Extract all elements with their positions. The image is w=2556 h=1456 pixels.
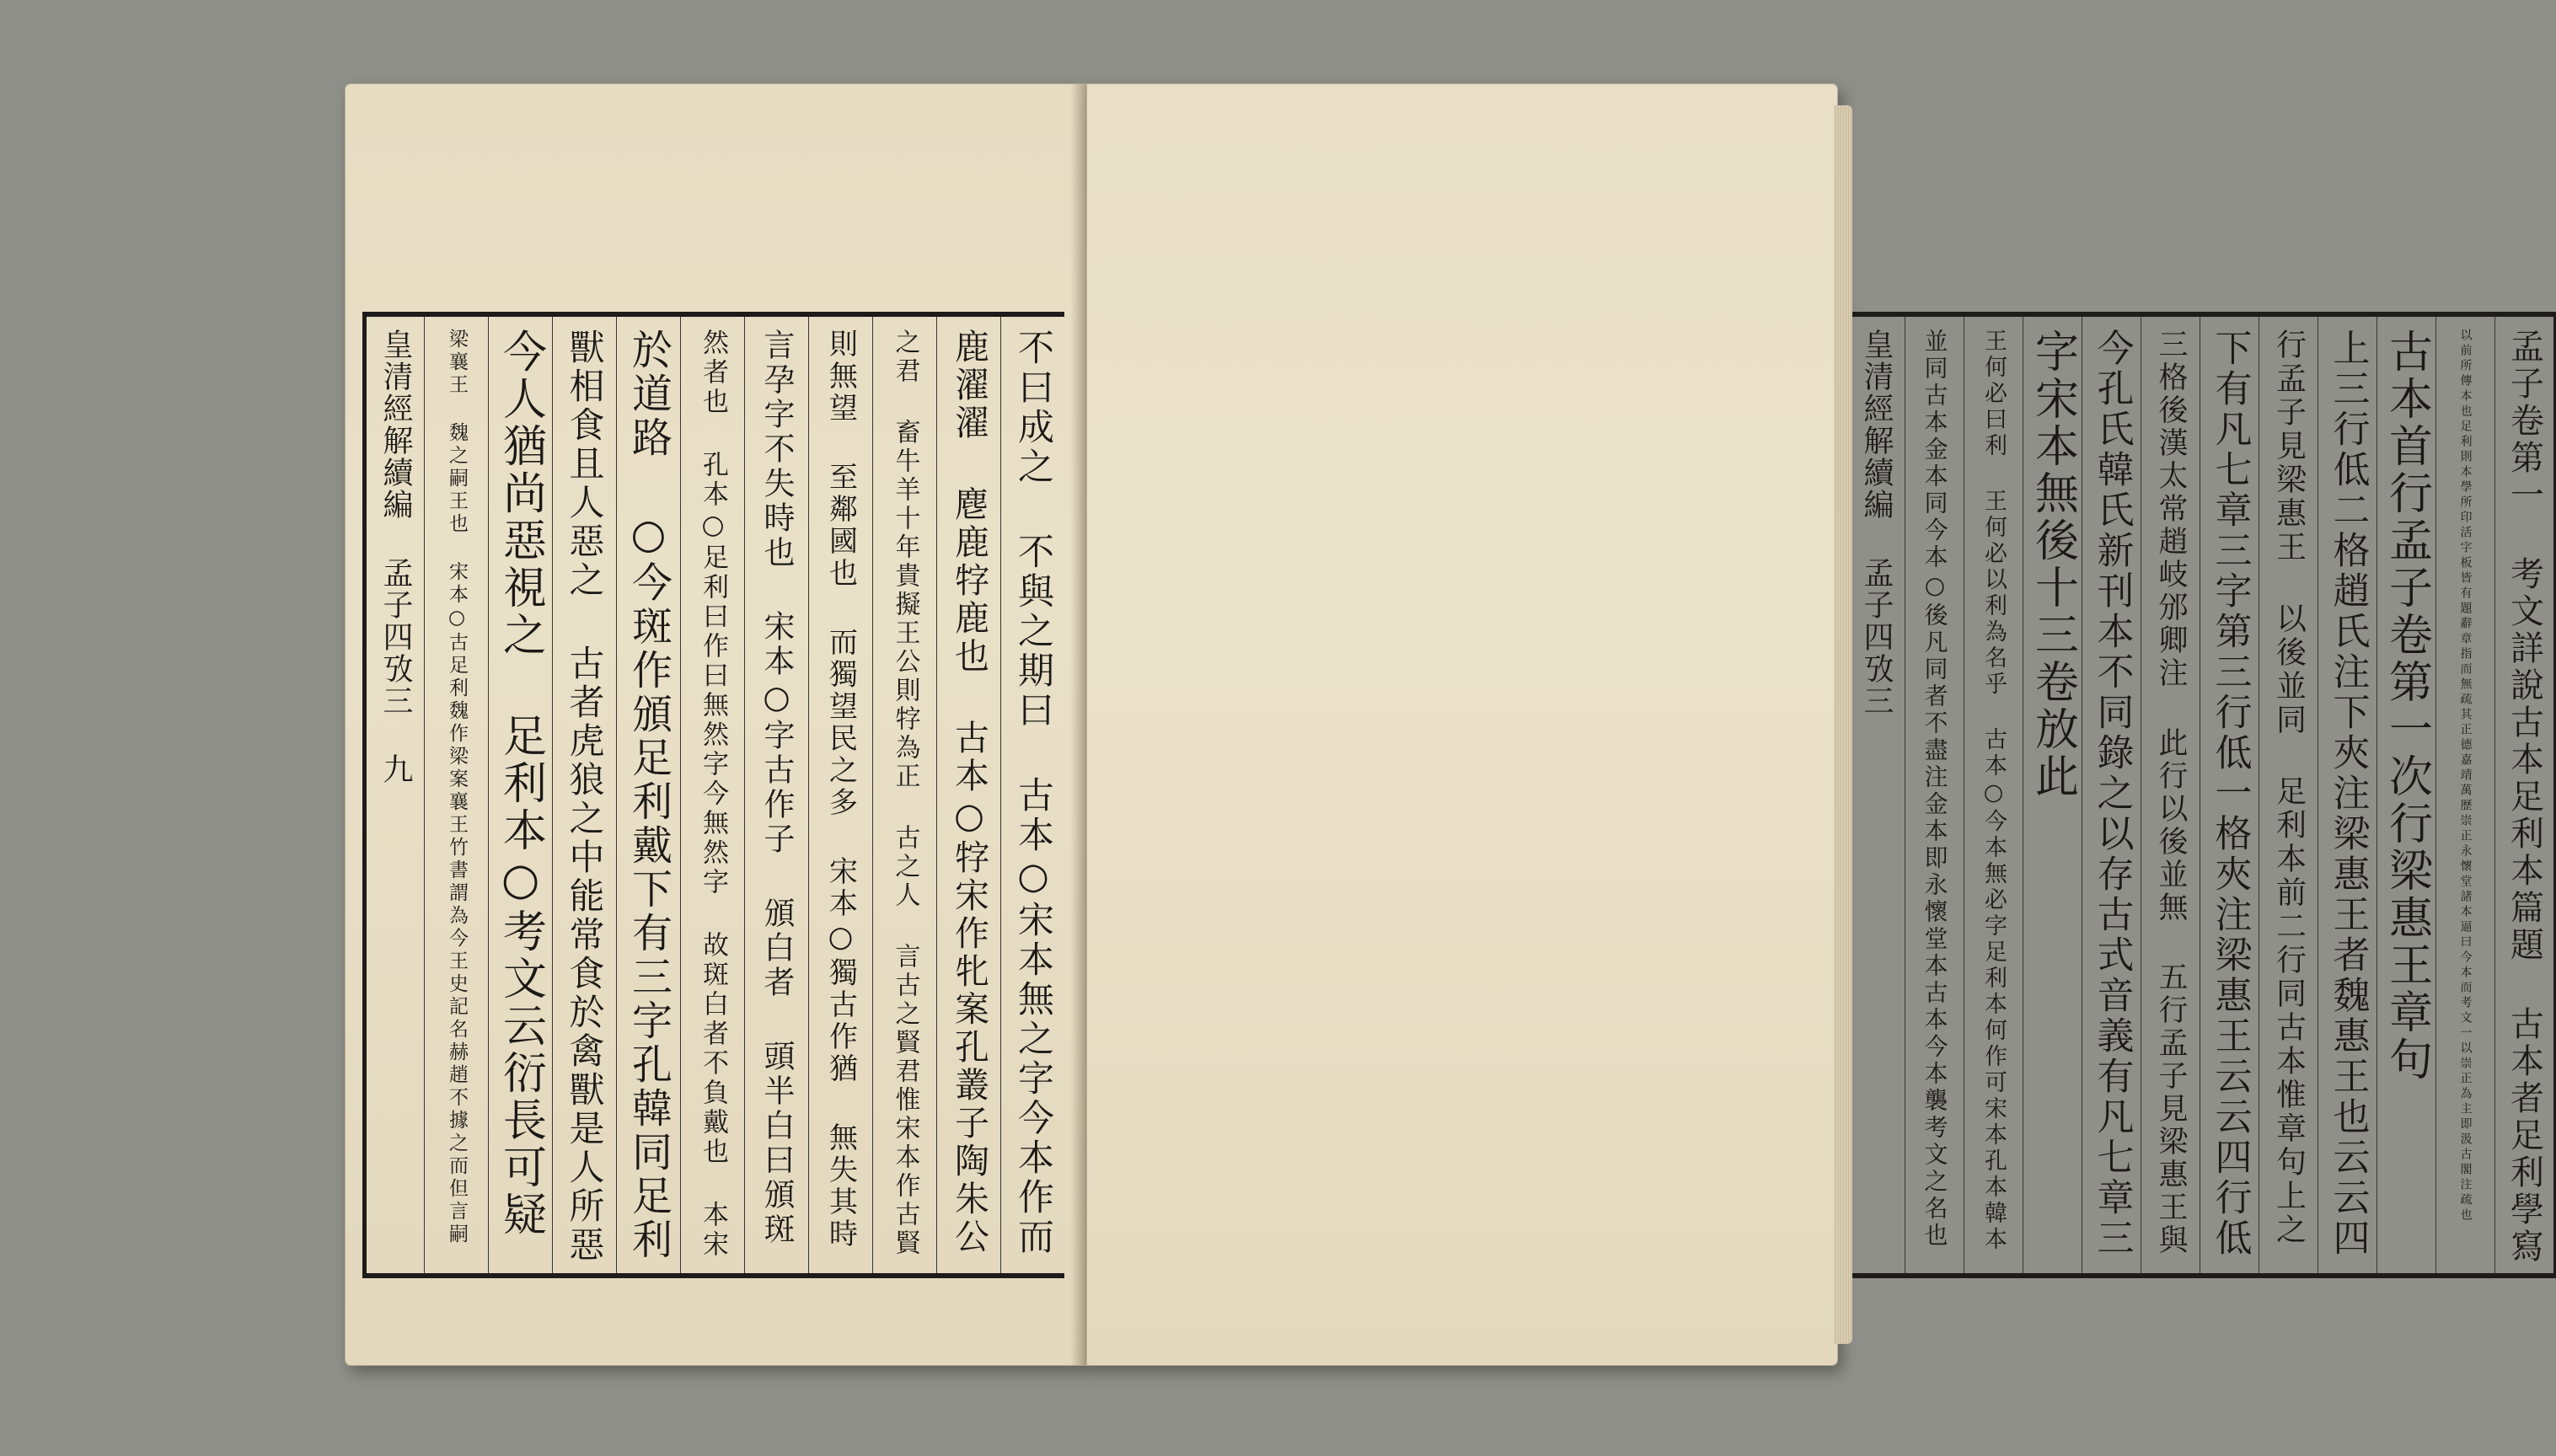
text-column [2494,317,2553,1273]
column-text: 不曰成之 不與之期曰 古本○宋本無之字今本作而 [1012,329,1054,1257]
right-page-columns [1846,317,2553,1273]
text-column [2259,317,2318,1273]
text-column [808,317,872,1273]
left-page-banxin [365,317,424,1273]
left-page [346,84,1087,1365]
text-column [2376,317,2435,1273]
text-column [2082,317,2141,1273]
column-text: 王何必曰利 王何必以利為名乎 古本○今本無必字足利本何作可宋本孔本韓本 [1980,329,2007,1253]
right-page-frame [1846,312,2556,1278]
column-text: 下有凡七章三字第三行低一格夾注梁惠王云云四行低 [2208,329,2252,1259]
text-column [936,317,1000,1273]
column-text: 則無望 至鄰國也 而獨望民之多 宋本○獨古作猶 無失其時 [823,329,858,1250]
column-text: 行孟子見梁惠王 以後並同 足利本前二行同古本惟章句上之 [2271,329,2307,1247]
text-column [424,317,488,1273]
banxin-text: 皇清經解續編 孟子四攷三 [1859,329,1894,717]
left-page-frame [362,312,1064,1278]
text-column [2318,317,2376,1273]
column-text: 以前所傳本也足利則本學所印活字板皆有題辭章指而無疏其正德嘉靖萬歷崇正永懷堂諸本逼曰今本而考文一以崇正為主即汲古閣注疏也 [2458,329,2473,1223]
text-column [2200,317,2259,1273]
column-text: 上三行低二格趙氏注下夾注梁惠王者魏惠王也云云四 [2326,329,2370,1259]
banxin-text: 皇清經解續編 孟子四攷三 九 [378,329,413,785]
column-text: 然者也 孔本○足利曰作曰無然字今無然字 故斑白者不負戴也 本宋 [698,329,728,1260]
text-column [680,317,744,1273]
column-text: 獸相食且人惡之 古者虎狼之中能常食於禽獸是人所惡 [564,329,606,1265]
column-text: 今孔氏韓氏新刊本不同錄之以存古式音義有凡七章三 [2090,329,2134,1259]
text-column [2435,317,2494,1273]
right-page-banxin [1846,317,1905,1273]
text-column [616,317,680,1273]
column-text: 言孕字不失時也 宋本○字古作子 頒白者 頭半白曰頒斑 [758,329,795,1247]
text-column [872,317,936,1273]
text-column [744,317,808,1273]
page-edge-stack [1834,105,1852,1344]
column-text: 鹿濯濯 麀鹿牸鹿也 古本○牸宋作牝案孔叢子陶朱公 [949,329,989,1256]
right-page [1087,84,2544,1365]
text-column [2141,317,2200,1273]
open-book [346,84,2544,1365]
text-column [552,317,616,1273]
text-column [1905,317,1964,1273]
text-column [1000,317,1064,1273]
column-text: 並同古本金本同今本○後凡同者不盡注金本即永懷堂本古本今本襲考文之名也 [1921,329,1949,1250]
column-text: 三格後漢太常趙岐邠卿注 此行以後並無 五行孟子見梁惠王與 [2154,329,2188,1257]
column-text: 於道路 ○今斑作頒足利戴下有三字孔韓同足利 [624,329,672,1262]
left-page-columns [365,317,1064,1273]
text-column [2023,317,2082,1273]
column-text: 之君 畜牛羊十年貴擬王公則牸為正 古之人 言古之賢君惟宋本作古賢 [890,329,920,1258]
text-column [1964,317,2023,1273]
column-text: 字宋本無後十三卷放此 [2027,329,2078,800]
text-column [488,317,552,1273]
column-text: 古本首行孟子卷第一次行梁惠王章句 [2381,329,2432,1084]
column-text: 梁襄王 魏之嗣王也 宋本○古足利魏作梁案襄王竹書謂為今王史記名赫趙不據之而但言嗣 [446,329,468,1246]
column-text: 孟子卷第一 考文詳說古本足利本篇題 古本者足利學寫 [2505,329,2544,1266]
column-text: 今人猶尚惡視之 足利本○考文云衍長可疑 [495,329,546,1239]
